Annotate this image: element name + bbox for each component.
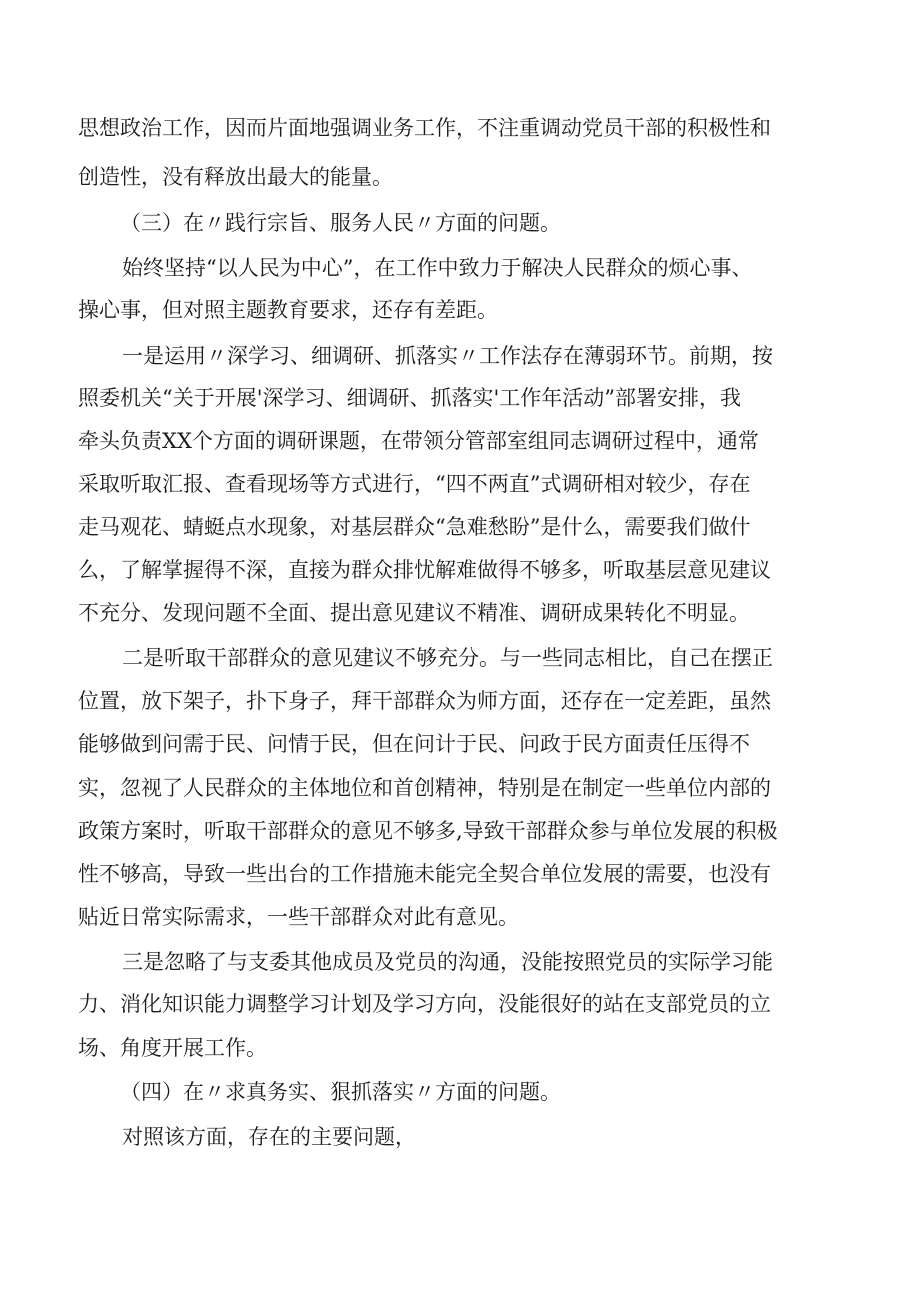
text-line: 贴近日常实际需求，一些干部群众对此有意见。 <box>78 905 519 929</box>
text-line: 三是忽略了与支委其他成员及党员的沟通，没能按照党员的实际学习能 <box>122 950 773 974</box>
section-heading: （四）在〃求真务实、狠抓落实〃方面的问题。 <box>120 1080 561 1104</box>
text-line: 对照该方面，存在的主要问题， <box>122 1125 416 1149</box>
text-line: 照委机关“关于开展'深学习、细调研、抓落实'工作年活动”部署安排，我 <box>78 386 742 410</box>
text-line: 么，了解掌握得不深，直接为群众排忧解难做得不够多，听取基层意见建议 <box>78 558 771 582</box>
text-line: 一是运用〃深学习、细调研、抓落实〃工作法存在薄弱环节。前期，按 <box>122 344 773 368</box>
text-line: 始终坚持“以人民为中心”，在工作中致力于解决人民群众的烦心事、 <box>122 256 753 280</box>
text-line: 牵头负责XX个方面的调研课题，在带领分管部室组同志调研过程中，通常 <box>78 429 759 453</box>
text-line: 走马观花、蜻蜓点水现象，对基层群众“急难愁盼”是什么，需要我们做什 <box>78 515 751 539</box>
text-line: 实，忽视了人民群众的主体地位和首创精神，特别是在制定一些单位内部的 <box>78 776 771 800</box>
text-line: 思想政治工作，因而片面地强调业务工作，不注重调动党员干部的积极性和 <box>78 116 771 140</box>
text-line: 性不够高，导致一些出台的工作措施未能完全契合单位发展的需要，也没有 <box>78 862 771 886</box>
text-line: 政策方案时，听取干部群众的意见不够多,导致干部群众参与单位发展的积极 <box>78 819 778 843</box>
text-line: 创造性，没有释放出最大的能量。 <box>78 165 393 189</box>
text-line: 位置，放下架子，扑下身子，拜干部群众为师方面，还存在一定差距，虽然 <box>78 689 771 713</box>
section-heading: （三）在〃践行宗旨、服务人民〃方面的问题。 <box>120 211 561 235</box>
text-line: 能够做到问需于民、问情于民，但在问计于民、问政于民方面责任压得不 <box>78 732 750 756</box>
text-line: 采取听取汇报、查看现场等方式进行，“四不两直”式调研相对较少，存在 <box>78 472 751 496</box>
text-line: 力、消化知识能力调整学习计划及学习方向，没能很好的站在支部党员的立 <box>78 992 771 1016</box>
text-line: 不充分、发现问题不全面、提出意见建议不精准、调研成果转化不明显。 <box>78 601 750 625</box>
text-line: 操心事，但对照主题教育要求，还存有差距。 <box>78 298 498 322</box>
text-line: 场、角度开展工作。 <box>78 1036 267 1060</box>
text-line: 二是听取干部群众的意见建议不够充分。与一些同志相比，自己在摆正 <box>122 646 773 670</box>
